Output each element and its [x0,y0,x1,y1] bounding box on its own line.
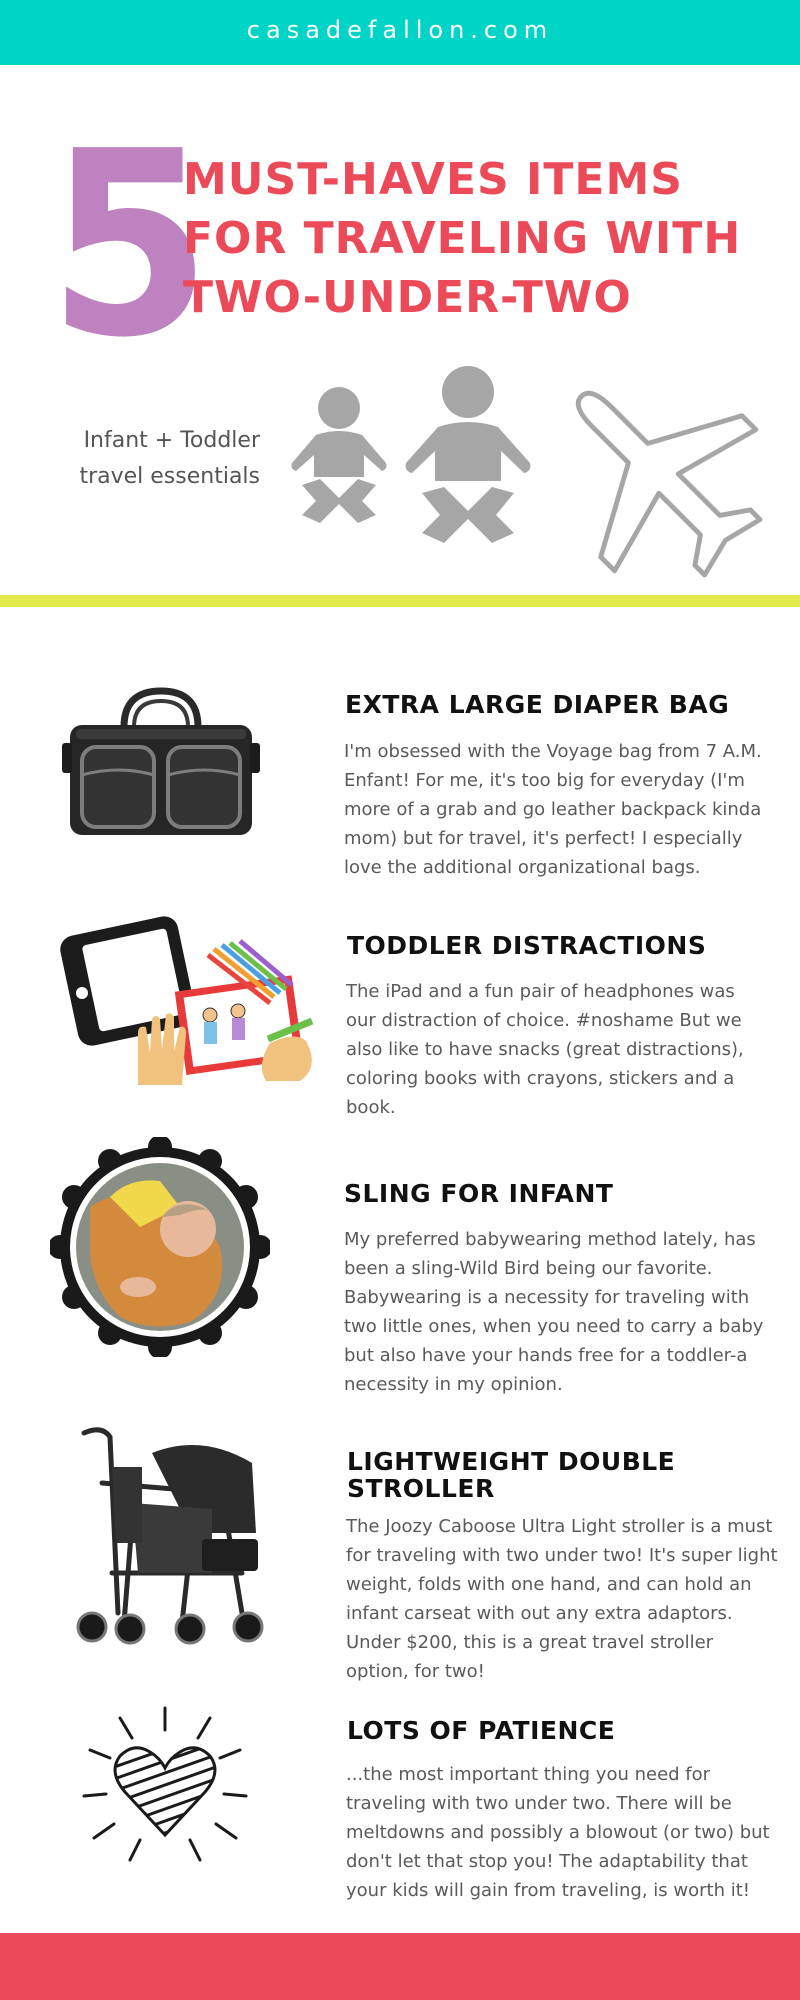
item-description [344,1225,784,1399]
baby-sling-photo [50,1137,270,1357]
tagline-line: travel essentials [79,464,260,489]
text-line: Babywearing is a necessity for traveling with [344,1287,750,1308]
title-line: TWO-UNDER-TWO [183,272,632,323]
item-title-line: LIGHTWEIGHT DOUBLE [347,1447,676,1476]
text-line: don't let that stop you! The adaptability that [346,1851,748,1872]
divider-bar [0,595,800,607]
tagline [55,423,260,495]
tagline-line: Infant + Toddler [83,428,260,453]
item-title-line: EXTRA LARGE DIAPER BAG [345,690,730,719]
text-line: two little ones, when you need to carry a baby [344,1316,764,1337]
heart-icon [80,1700,250,1870]
text-line: more of a grab and go leather backpack kinda [344,799,762,820]
infant-icon [290,385,388,525]
item-title [347,1448,787,1502]
text-line: traveling with two under two. There will be [346,1793,732,1814]
airplane-icon [540,355,775,590]
item-description [346,1760,786,1905]
text-line: Under $200, this is a great travel stroller [346,1632,714,1653]
item-title [347,1717,787,1744]
text-line: infant carseat with out any extra adaptors. [346,1603,733,1624]
text-line: The Joozy Caboose Ultra Light stroller is a must [346,1516,773,1537]
title-line: FOR TRAVELING WITH [183,213,742,264]
title-line: MUST-HAVES ITEMS [183,154,683,205]
text-line: your kids will gain from traveling, is worth it! [346,1880,750,1901]
item-title [347,932,787,959]
text-line: book. [346,1097,396,1118]
item-title [345,691,785,718]
text-line: mom) but for travel, it's perfect! I especially [344,828,743,849]
item-title-line: TODDLER DISTRACTIONS [347,931,707,960]
text-line: weight, folds with one hand, and can hold an [346,1574,752,1595]
text-line: The iPad and a fun pair of headphones was [346,981,735,1002]
page-title [183,150,783,327]
text-line: but also have your hands free for a toddler-a [344,1345,748,1366]
text-line: ...the most important thing you need for [346,1764,711,1785]
diaper-bag-image [62,685,260,840]
text-line: coloring books with crayons, stickers and a [346,1068,735,1089]
toddler-icon [404,365,532,545]
text-line: I'm obsessed with the Voyage bag from 7 A.M. [344,741,762,762]
tablet-drawing-image [60,915,320,1085]
text-line: meltdowns and possibly a blowout (or two) but [346,1822,770,1843]
item-description [344,737,784,882]
double-stroller-image [72,1423,272,1648]
item-title-line: LOTS OF PATIENCE [347,1716,616,1745]
text-line: necessity in my opinion. [344,1374,563,1395]
text-line: My preferred babywearing method lately, has [344,1229,756,1250]
text-line: option, for two! [346,1661,485,1682]
site-name[interactable]: casadefallon.com [246,16,554,44]
text-line: also like to have snacks (great distractions), [346,1039,744,1060]
text-line: been a sling-Wild Bird being our favorite. [344,1258,713,1279]
text-line: our distraction of choice. #noshame But we [346,1010,742,1031]
footer-bar [0,1933,800,2000]
text-line: Enfant! For me, it's too big for everyday (I'm [344,770,745,791]
text-line: for traveling with two under two! It's super light [346,1545,778,1566]
item-description [346,1512,786,1686]
item-title [344,1180,784,1207]
text-line: love the additional organizational bags. [344,857,701,878]
item-title-line: STROLLER [347,1474,495,1503]
hero-number: 5 [48,97,204,394]
item-title-line: SLING FOR INFANT [344,1179,614,1208]
item-description [346,977,786,1122]
